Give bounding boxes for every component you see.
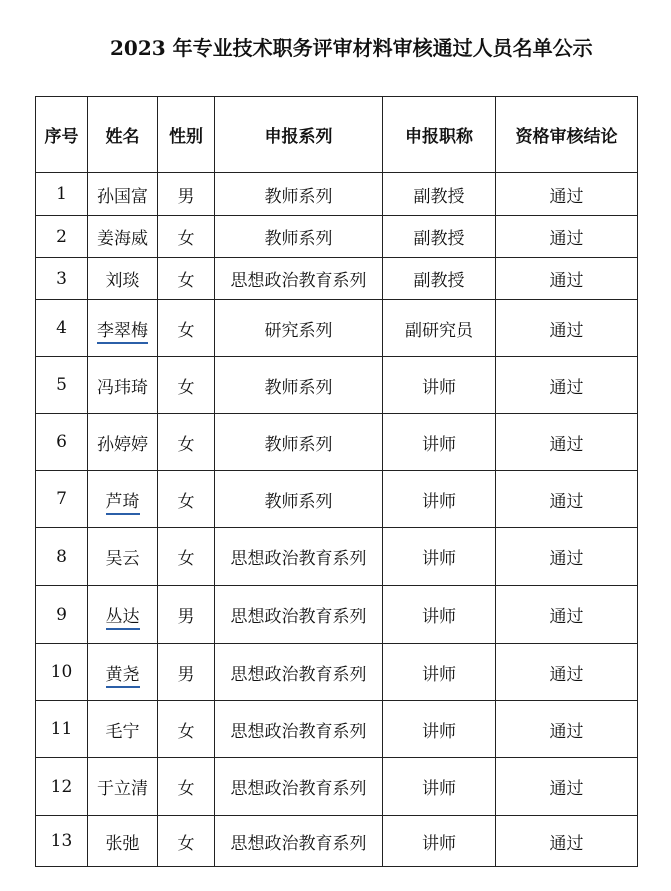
application-series-cell: 思想政治教育系列 xyxy=(215,701,383,758)
application-title-cell: 讲师 xyxy=(383,586,496,644)
table-row xyxy=(36,414,638,471)
serial-number-cell: 5 xyxy=(36,357,88,414)
person-name: 姜海威 xyxy=(97,229,148,249)
review-result-cell: 通过 xyxy=(496,586,638,644)
table-row xyxy=(36,758,638,816)
gender-cell: 女 xyxy=(158,258,215,300)
application-series-cell: 思想政治教育系列 xyxy=(215,258,383,300)
gender-cell: 女 xyxy=(158,300,215,357)
gender-cell: 女 xyxy=(158,471,215,528)
person-name: 于立清 xyxy=(97,779,148,799)
name-cell xyxy=(88,758,158,816)
application-title-cell: 讲师 xyxy=(383,528,496,586)
application-series-cell: 教师系列 xyxy=(215,173,383,216)
name-cell xyxy=(88,816,158,867)
gender-cell: 男 xyxy=(158,644,215,701)
name-cell xyxy=(88,471,158,528)
serial-number-cell: 4 xyxy=(36,300,88,357)
application-title-cell: 讲师 xyxy=(383,471,496,528)
review-result-cell: 通过 xyxy=(496,173,638,216)
name-cell xyxy=(88,414,158,471)
application-title-cell: 副教授 xyxy=(383,216,496,258)
review-result-cell: 通过 xyxy=(496,528,638,586)
header-application-title: 申报职称 xyxy=(383,97,496,173)
review-result-cell: 通过 xyxy=(496,701,638,758)
gender-cell: 女 xyxy=(158,216,215,258)
gender-cell: 男 xyxy=(158,173,215,216)
table-row xyxy=(36,701,638,758)
header-name: 姓名 xyxy=(88,97,158,173)
person-name: 芦琦 xyxy=(106,492,140,515)
name-cell xyxy=(88,586,158,644)
table-header-row xyxy=(36,97,638,173)
gender-cell: 男 xyxy=(158,586,215,644)
serial-number-cell: 3 xyxy=(36,258,88,300)
document-title: 2023 年专业技术职务评审材料审核通过人员名单公示 xyxy=(110,36,593,60)
review-result-cell: 通过 xyxy=(496,258,638,300)
table-row xyxy=(36,471,638,528)
person-name: 孙婷婷 xyxy=(97,434,148,455)
review-result-cell: 通过 xyxy=(496,300,638,357)
review-result-cell: 通过 xyxy=(496,816,638,867)
application-series-cell: 思想政治教育系列 xyxy=(215,586,383,644)
review-result-cell: 通过 xyxy=(496,414,638,471)
application-title-cell: 讲师 xyxy=(383,644,496,701)
table-row xyxy=(36,357,638,414)
serial-number-cell: 12 xyxy=(36,758,88,816)
header-gender: 性别 xyxy=(158,97,215,173)
application-series-cell: 教师系列 xyxy=(215,471,383,528)
application-title-cell: 副教授 xyxy=(383,173,496,216)
name-cell xyxy=(88,216,158,258)
serial-number-cell: 6 xyxy=(36,414,88,471)
header-review-result: 资格审核结论 xyxy=(496,97,638,173)
application-series-cell: 思想政治教育系列 xyxy=(215,528,383,586)
application-series-cell: 思想政治教育系列 xyxy=(215,644,383,701)
serial-number-cell: 1 xyxy=(36,173,88,216)
application-title-cell: 副教授 xyxy=(383,258,496,300)
serial-number-cell: 11 xyxy=(36,701,88,758)
gender-cell: 女 xyxy=(158,528,215,586)
application-title-cell: 副研究员 xyxy=(383,300,496,357)
name-cell xyxy=(88,528,158,586)
name-cell xyxy=(88,173,158,216)
application-title-cell: 讲师 xyxy=(383,816,496,867)
review-result-cell: 通过 xyxy=(496,471,638,528)
application-series-cell: 研究系列 xyxy=(215,300,383,357)
table-body xyxy=(36,173,638,867)
person-name: 黄尧 xyxy=(106,665,140,688)
application-series-cell: 教师系列 xyxy=(215,216,383,258)
header-serial-number: 序号 xyxy=(36,97,88,173)
name-cell xyxy=(88,300,158,357)
name-cell xyxy=(88,357,158,414)
serial-number-cell: 2 xyxy=(36,216,88,258)
gender-cell: 女 xyxy=(158,357,215,414)
serial-number-cell: 13 xyxy=(36,816,88,867)
serial-number-cell: 7 xyxy=(36,471,88,528)
review-result-cell: 通过 xyxy=(496,357,638,414)
table-row xyxy=(36,586,638,644)
table-row xyxy=(36,216,638,258)
application-series-cell: 思想政治教育系列 xyxy=(215,758,383,816)
person-name: 丛达 xyxy=(106,607,140,630)
review-result-cell: 通过 xyxy=(496,758,638,816)
application-series-cell: 教师系列 xyxy=(215,414,383,471)
gender-cell: 女 xyxy=(158,414,215,471)
serial-number-cell: 10 xyxy=(36,644,88,701)
serial-number-cell: 8 xyxy=(36,528,88,586)
application-title-cell: 讲师 xyxy=(383,414,496,471)
person-name: 冯玮琦 xyxy=(97,377,148,398)
table-row xyxy=(36,300,638,357)
application-title-cell: 讲师 xyxy=(383,357,496,414)
application-series-cell: 教师系列 xyxy=(215,357,383,414)
review-result-cell: 通过 xyxy=(496,644,638,701)
person-name: 毛宁 xyxy=(105,721,140,742)
table-row xyxy=(36,816,638,867)
name-cell xyxy=(88,644,158,701)
header-application-series: 申报系列 xyxy=(215,97,383,173)
person-name: 刘琰 xyxy=(105,271,140,291)
name-cell xyxy=(88,258,158,300)
table-row xyxy=(36,644,638,701)
name-cell xyxy=(88,701,158,758)
gender-cell: 女 xyxy=(158,701,215,758)
gender-cell: 女 xyxy=(158,816,215,867)
person-name: 吴云 xyxy=(105,549,140,569)
application-title-cell: 讲师 xyxy=(383,701,496,758)
application-series-cell: 思想政治教育系列 xyxy=(215,816,383,867)
application-title-cell: 讲师 xyxy=(383,758,496,816)
person-name: 孙国富 xyxy=(97,186,148,207)
person-name: 张弛 xyxy=(105,833,140,854)
table-row xyxy=(36,528,638,586)
gender-cell: 女 xyxy=(158,758,215,816)
person-name: 李翠梅 xyxy=(97,321,148,344)
review-result-cell: 通过 xyxy=(496,216,638,258)
approval-roster-table xyxy=(35,96,638,867)
table-row xyxy=(36,173,638,216)
serial-number-cell: 9 xyxy=(36,586,88,644)
table-row xyxy=(36,258,638,300)
